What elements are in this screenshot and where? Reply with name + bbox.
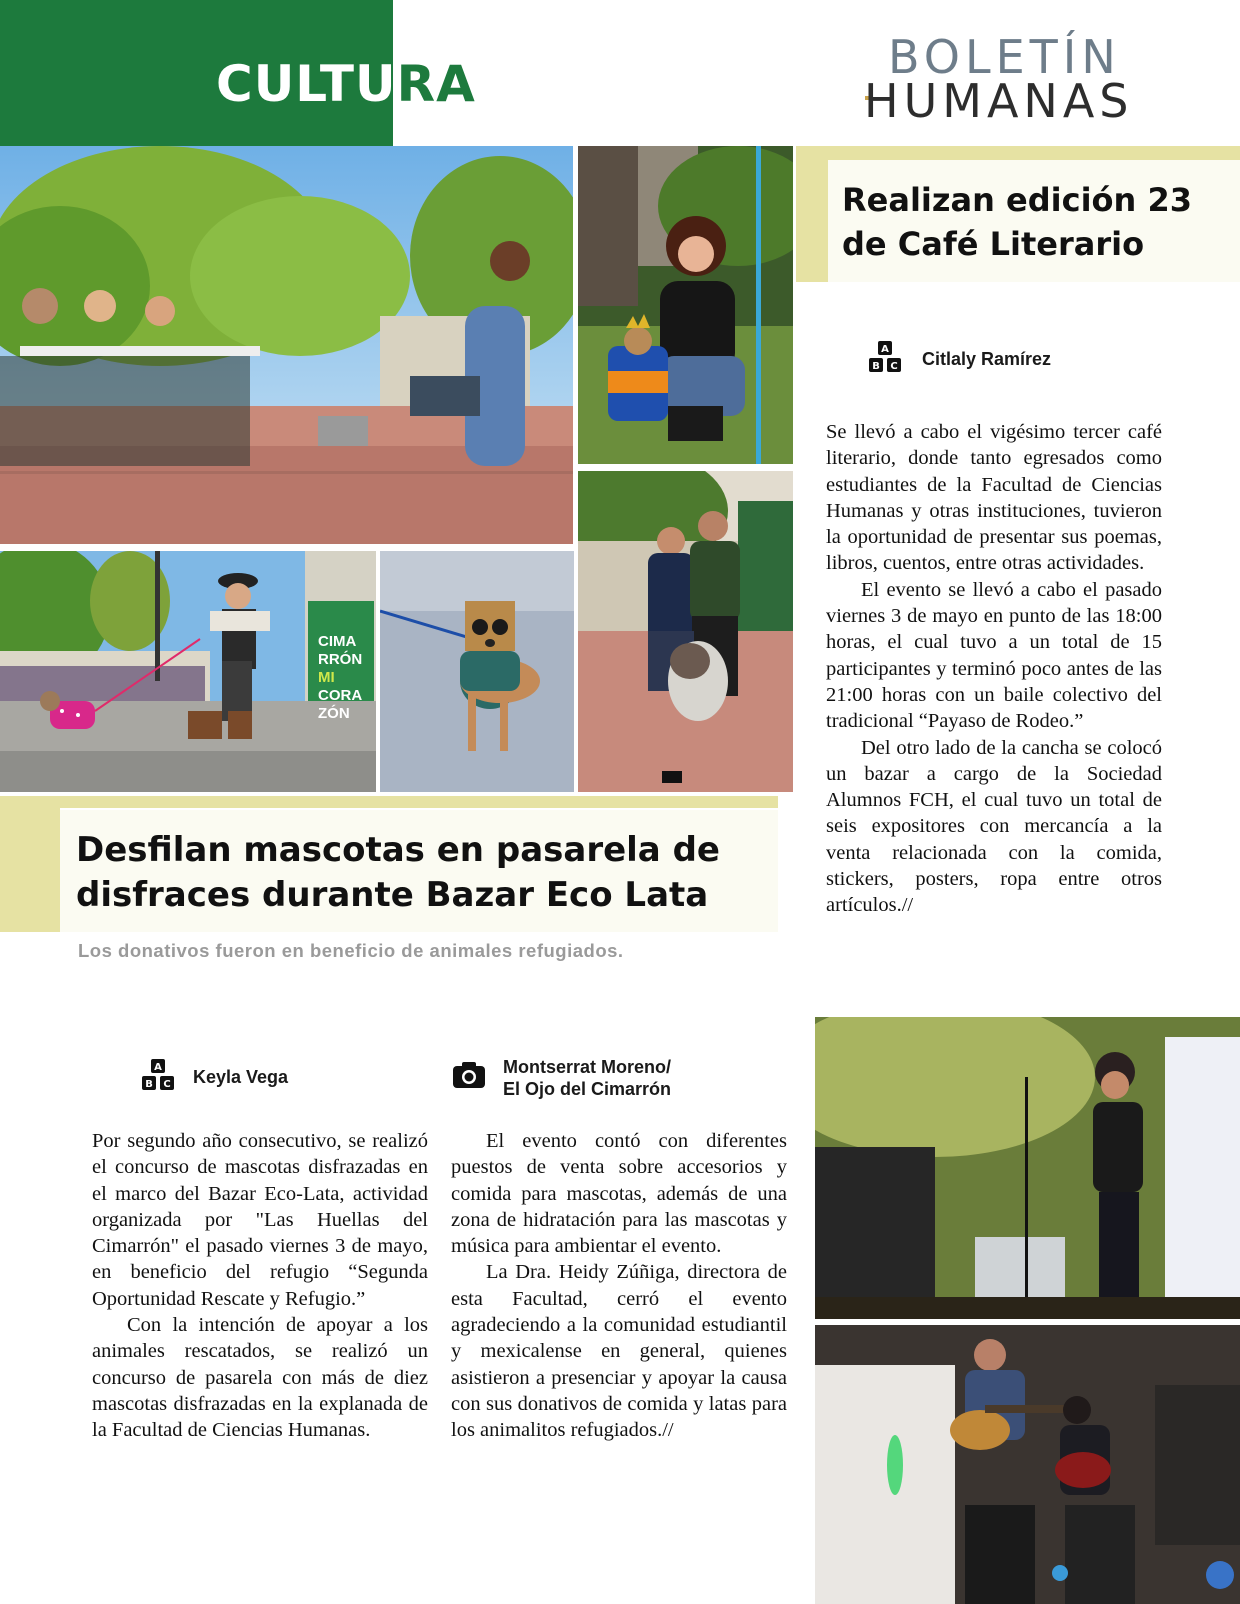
section-title-white: CULTU bbox=[216, 55, 397, 113]
author-keyla: Keyla Vega bbox=[193, 1067, 289, 1087]
paragraph: El evento se llevó a cabo el pasado viernes 3 de mayo en punto de las 18:00 horas, el cual tuvo a un total de 15 participantes y terminó poco antes de las 21:00 horas con un baile colectivo del tradicional “Payaso de Rodeo.” bbox=[826, 578, 1162, 733]
headline-mascotas: Desfilan mascotas en pasarela de disfraces durante Bazar Eco Lata bbox=[76, 830, 720, 915]
photographer-name: Montserrat Moreno/ bbox=[503, 1057, 672, 1077]
paragraph: El evento contó con diferentes puestos de venta sobre accesorios y comida para mascotas, además de una zona de hidratación para las mascotas y música para ambientar el evento. bbox=[451, 1130, 787, 1258]
svg-text:MI: MI bbox=[318, 669, 335, 686]
article-right-body bbox=[826, 419, 1162, 919]
paragraph: Con la intención de apoyar a los animales rescatados, se realizó un concurso de pasarela con más de diez mascotas disfrazadas en la explanada de la Facultad de Ciencias Humanas. bbox=[92, 1314, 428, 1442]
paragraph: Por segundo año consecutivo, se realizó el concurso de mascotas disfrazadas en el marco del Bazar Eco-Lata, actividad organizada por "Las Huellas del Cimarrón" el pasado viernes 3 de mayo, en beneficio del refugio “Segunda Oportunidad Rescate y Refugio.” bbox=[92, 1130, 428, 1310]
section-title bbox=[216, 54, 476, 114]
svg-text:ZÓN: ZÓN bbox=[318, 705, 350, 722]
svg-text:CORA: CORA bbox=[318, 687, 363, 704]
photo-couple-with-husky bbox=[578, 471, 793, 792]
abc-writer-icon bbox=[140, 1058, 176, 1098]
headline-accent-bar-left bbox=[0, 796, 778, 808]
photographer-credit bbox=[503, 1056, 671, 1100]
brand-logo-bottom: HUMANAS bbox=[864, 74, 1134, 128]
subheadline-donativos: Los donativos fueron en beneficio de animales refugiados. bbox=[78, 940, 624, 961]
section-title-green: RA bbox=[396, 55, 476, 113]
article-left-col2 bbox=[451, 1128, 787, 1444]
photo-guitarists-night bbox=[815, 1325, 1240, 1604]
camera-icon bbox=[452, 1060, 486, 1094]
svg-text:B: B bbox=[872, 361, 880, 372]
photo-pet-runway bbox=[0, 146, 573, 544]
svg-text:C: C bbox=[163, 1079, 171, 1090]
svg-text:C: C bbox=[890, 361, 898, 372]
paragraph: Se llevó a cabo el vigésimo tercer café literario, donde tanto egresados como estudiantes de la Facultad de Ciencias Humanas y otras instituciones, tuvieron la oportunidad de presentar sus poemas, libros, cuentos, entre otras actividades. bbox=[826, 421, 1162, 575]
brand-logo-top: BOLETÍN bbox=[888, 30, 1121, 84]
headline-cafe-literario: Realizan edición 23 de Café Literario bbox=[842, 181, 1192, 263]
photo-singer-on-stage bbox=[815, 1017, 1240, 1319]
headline-accent-bar-left-side bbox=[0, 796, 60, 932]
svg-text:RRÓN: RRÓN bbox=[318, 651, 363, 668]
photo-woman-with-dog bbox=[578, 146, 793, 464]
paragraph: Del otro lado de la cancha se colocó un bazar a cargo de la Sociedad Alumnos FCH, el cual tuvo un total de seis expositores con mercancía a la venta relacionada con la comida, stickers, posters, ropa entre otros artículos.// bbox=[826, 736, 1162, 917]
author-citlaly: Citlaly Ramírez bbox=[922, 349, 1052, 369]
photo-cowgirl-with-pug bbox=[0, 551, 376, 792]
svg-text:CIMA: CIMA bbox=[318, 633, 357, 650]
svg-text:B: B bbox=[145, 1079, 153, 1090]
abc-writer-icon bbox=[867, 340, 903, 380]
photo-dog-box-costume bbox=[380, 551, 574, 792]
photographer-org: El Ojo del Cimarrón bbox=[503, 1079, 672, 1099]
svg-text:A: A bbox=[154, 1062, 162, 1073]
svg-text:A: A bbox=[881, 344, 889, 355]
article-left-col1 bbox=[92, 1128, 428, 1444]
paragraph: La Dra. Heidy Zúñiga, directora de esta Facultad, cerró el evento agradeciendo a la comunidad estudiantil y mexicalense en general, quienes asistieron a presenciar y apoyar la causa con sus donativos de comida y latas para los animalitos refugiados.// bbox=[451, 1261, 787, 1442]
